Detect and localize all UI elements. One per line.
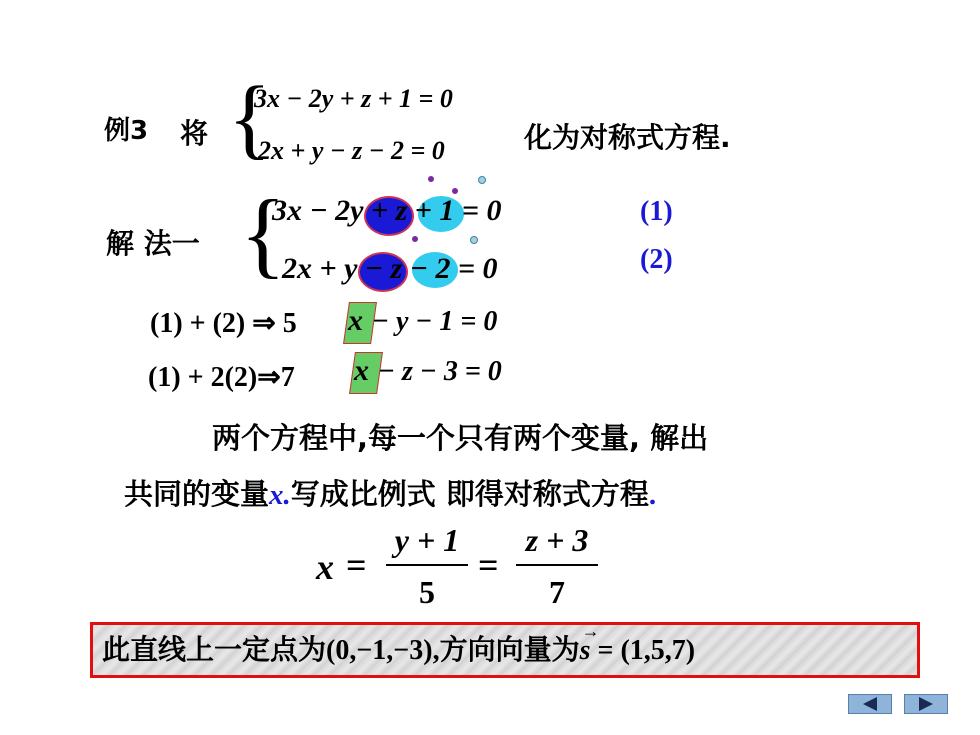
explanation-var: x. — [269, 479, 291, 511]
explanation-line1: 两个方程中,每一个只有两个变量, 解出 — [212, 421, 709, 455]
result-num2: z + 3 — [525, 522, 589, 558]
result-eq: = — [346, 545, 367, 585]
explanation-line2 — [124, 472, 656, 513]
conclusion-part: 方向向量为 — [439, 633, 580, 666]
solution-brace: { — [240, 180, 287, 287]
step2-x: x — [354, 354, 369, 387]
example-verb: 将 — [180, 117, 209, 150]
next-slide-button[interactable] — [904, 694, 948, 714]
conclusion-point: (0,−1,−3), — [326, 635, 440, 666]
triangle-right-icon — [919, 697, 933, 711]
example-eq1: 3x − 2y + z + 1 = 0 — [254, 84, 453, 113]
example-brace: { — [228, 69, 272, 168]
step1-left: (1) + (2) ⇒ 5 — [150, 308, 297, 339]
result-num1: y + 1 — [394, 522, 460, 558]
vector-symbol: s — [579, 635, 591, 666]
fraction-bar — [516, 564, 598, 566]
solution-label: 解 法一 — [106, 227, 200, 260]
conclusion-vector — [579, 621, 600, 666]
explanation-end: . — [648, 479, 657, 511]
triangle-left-icon — [863, 697, 877, 711]
step1-right: − y − 1 = 0 — [372, 306, 498, 337]
step2-left: (1) + 2(2)⇒7 — [148, 362, 295, 393]
explanation-text: 共同的变量 — [124, 477, 270, 511]
conclusion-text — [102, 621, 696, 668]
explanation-text: 写成比例式 即得对称式方程 — [290, 477, 649, 511]
vector-arrow-icon: → — [581, 621, 600, 641]
conclusion-value: = (1,5,7) — [590, 635, 696, 666]
conclusion-part: 此直线上一定点为 — [102, 633, 327, 666]
decor-dot — [470, 236, 478, 244]
result-lhs: x — [316, 547, 334, 587]
decor-dot — [428, 176, 434, 182]
decor-dot — [478, 176, 486, 184]
result-eq2: = — [478, 545, 499, 585]
example-eq2: 2x + y − z − 2 = 0 — [258, 136, 445, 165]
solution-eq1: 3x − 2y + z + 1 = 0 — [272, 194, 502, 227]
equation-tag-2: (2) — [640, 244, 673, 275]
step2-right: − z − 3 = 0 — [378, 356, 502, 387]
result-den2: 7 — [549, 574, 565, 610]
example-task: 化为对称式方程. — [524, 121, 731, 154]
prev-slide-button[interactable] — [848, 694, 892, 714]
solution-eq2: 2x + y − z − 2 = 0 — [282, 252, 498, 285]
example-label: 例3 — [104, 116, 149, 146]
decor-dot — [412, 236, 418, 242]
result-den1: 5 — [419, 574, 435, 610]
equation-tag-1: (1) — [640, 196, 673, 227]
fraction-bar — [386, 564, 468, 566]
step1-x: x — [348, 304, 363, 337]
